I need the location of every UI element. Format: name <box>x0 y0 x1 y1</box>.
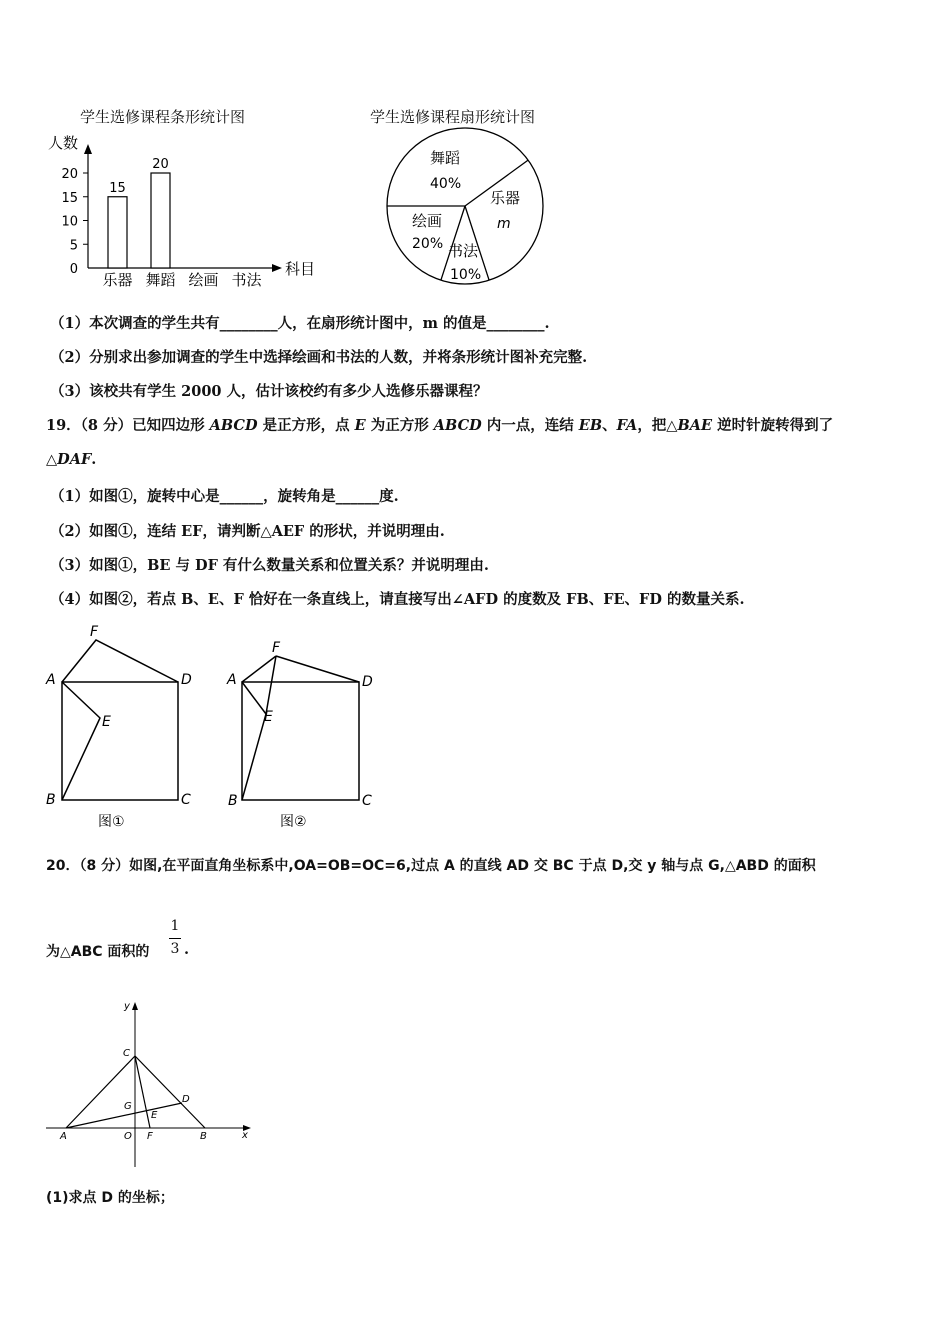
q19-part2: （2）如图①，连结 EF，请判断△AEF 的形状，并说明理由. <box>50 523 445 540</box>
fig2-line-ae <box>242 682 266 714</box>
q20-label-x: x <box>242 1130 248 1141</box>
q20-label-a: A <box>60 1131 67 1142</box>
fig1-label-b: B <box>46 792 56 808</box>
q19-text-e: ，把△ <box>637 417 678 434</box>
fig1-triangle-daf <box>62 640 178 682</box>
q18-part3: （3）该校共有学生 2000 人，估计该校约有多少人选修乐器课程？ <box>50 383 488 400</box>
q20-fraction-bar <box>169 938 181 939</box>
q20-label-y: y <box>124 1001 130 1012</box>
q19-part4: （4）如图②，若点 B、E、F 恰好在一条直线上，请直接写出∠AFD 的度数及 FB、FE、FD 的数量关系. <box>50 591 745 608</box>
q19-figure-1 <box>40 620 210 835</box>
q19-abcd2: ABCD <box>433 417 482 434</box>
q20-text-end: . <box>184 941 190 958</box>
q19-part1: （1）如图①，旋转中心是______，旋转角是______度. <box>50 488 399 505</box>
pie-chart <box>380 126 555 291</box>
fig1-label-a: A <box>46 672 56 688</box>
q19-triangle-symbol: △ <box>46 451 58 468</box>
q20-stem-line2 <box>46 941 149 961</box>
bar-chart-ytick-label: 5 <box>69 238 78 254</box>
bar-chart-category-label: 绘画 <box>188 271 219 289</box>
q19-text-a: 19．（8 分）已知四边形 <box>46 417 210 434</box>
q19-abcd: ABCD <box>209 417 258 434</box>
bar-chart-title: 学生选修课程条形统计图 <box>80 108 246 126</box>
fig1-caption: 图① <box>98 814 125 830</box>
q20-label-c: C <box>123 1048 130 1059</box>
pie-label-calligraphy: 书法 <box>448 242 479 260</box>
q19-stem-line1 <box>46 414 833 435</box>
q19-dot: . <box>91 451 97 468</box>
bar-chart-ytick-label: 0 <box>69 262 78 277</box>
pie-label-instrument: 乐器 <box>490 189 521 207</box>
q20-label-b: B <box>200 1131 207 1142</box>
fig2-label-a: A <box>227 672 237 688</box>
q19-sep: 、 <box>602 417 617 434</box>
q19-part3: （3）如图①，BE 与 DF 有什么数量关系和位置关系？并说明理由. <box>50 557 489 574</box>
pie-pct-dance: 40% <box>430 176 462 192</box>
q20-label-f: F <box>147 1131 153 1142</box>
bar-chart-ylabel: 人数 <box>48 134 79 152</box>
bar-chart-ytick-label: 20 <box>61 167 78 182</box>
bar-chart <box>40 128 340 298</box>
fig1-label-e: E <box>102 714 111 730</box>
q20-label-e: E <box>151 1110 158 1121</box>
fig1-label-c: C <box>181 792 191 808</box>
q19-text-f: 逆时针旋转得到了 <box>712 417 834 434</box>
q19-e: E <box>354 417 366 434</box>
q20-label-o: O <box>124 1131 132 1142</box>
pie-pct-instrument: m <box>497 216 511 232</box>
q19-text-b: 是正方形，点 <box>257 417 355 434</box>
q19-fa: FA <box>616 417 638 434</box>
q20-figure <box>40 995 260 1175</box>
bar-chart-ytick-label: 10 <box>61 214 78 230</box>
q20-y-arrow <box>132 1002 138 1010</box>
bar-chart-ytick-label: 15 <box>61 190 78 206</box>
q20-stem-line1: 20．（8 分）如图,在平面直角坐标系中,OA=OB=OC=6,过点 A 的直线 AD 交 BC 于点 D,交 y 轴与点 G,△ABD 的面积 <box>46 858 816 874</box>
q20-label-g: G <box>124 1101 132 1112</box>
q19-text-d: 内一点，连结 <box>481 417 579 434</box>
fig2-label-b: B <box>228 793 238 809</box>
fig2-line-af <box>242 656 276 682</box>
q19-bae: BAE <box>677 417 713 434</box>
q18-part2: （2）分别求出参加调查的学生中选择绘画和书法的人数，并将条形统计图补充完整. <box>50 349 588 366</box>
q18-part1: （1）本次调查的学生共有________人，在扇形统计图中，m 的值是________. <box>50 315 550 332</box>
pie-label-painting: 绘画 <box>412 212 443 230</box>
q19-text-c: 为正方形 <box>365 417 434 434</box>
q20-fraction-numerator: 1 <box>170 918 180 934</box>
fig2-caption: 图② <box>280 814 307 830</box>
fig1-label-f: F <box>90 624 99 640</box>
fig1-label-d: D <box>181 672 192 688</box>
pie-chart-title: 学生选修课程扇形统计图 <box>370 108 536 126</box>
q20-sub1: (1)求点 D 的坐标； <box>46 1190 174 1206</box>
bar-chart-category-label: 舞蹈 <box>145 271 176 289</box>
fig2-label-f: F <box>272 640 281 656</box>
fig2-square <box>242 682 359 800</box>
bar-chart-bar <box>108 197 127 268</box>
pie-pct-painting: 20% <box>412 236 444 252</box>
bar-chart-data-label: 15 <box>109 180 126 196</box>
fig2-label-d: D <box>362 674 373 690</box>
fig1-triangle-bae <box>62 682 100 800</box>
fig1-square <box>62 682 178 800</box>
pie-pct-calligraphy: 10% <box>450 267 482 283</box>
q19-eb: EB <box>578 417 603 434</box>
fig2-label-c: C <box>362 793 372 809</box>
q20-text-a: 为△ABC 面积的 <box>46 944 150 960</box>
q20-fraction-denominator: 3 <box>170 941 180 957</box>
bar-chart-bar <box>151 173 170 268</box>
q19-figure-2 <box>222 620 392 835</box>
q19-daf: DAF <box>57 451 92 468</box>
q19-stem-line2 <box>46 451 96 468</box>
bar-chart-x-arrow <box>272 264 282 272</box>
pie-label-dance: 舞蹈 <box>430 149 461 167</box>
bar-chart-category-label: 书法 <box>231 271 262 289</box>
bar-chart-y-arrow <box>84 144 92 154</box>
bar-chart-category-label: 乐器 <box>102 271 133 289</box>
bar-chart-data-label: 20 <box>152 157 169 172</box>
q20-label-d: D <box>182 1094 190 1105</box>
fig2-line-fd <box>276 656 359 682</box>
q20-line-cf <box>135 1056 150 1128</box>
fig2-label-e: E <box>264 709 273 725</box>
bar-chart-xlabel: 科目 <box>285 260 316 278</box>
